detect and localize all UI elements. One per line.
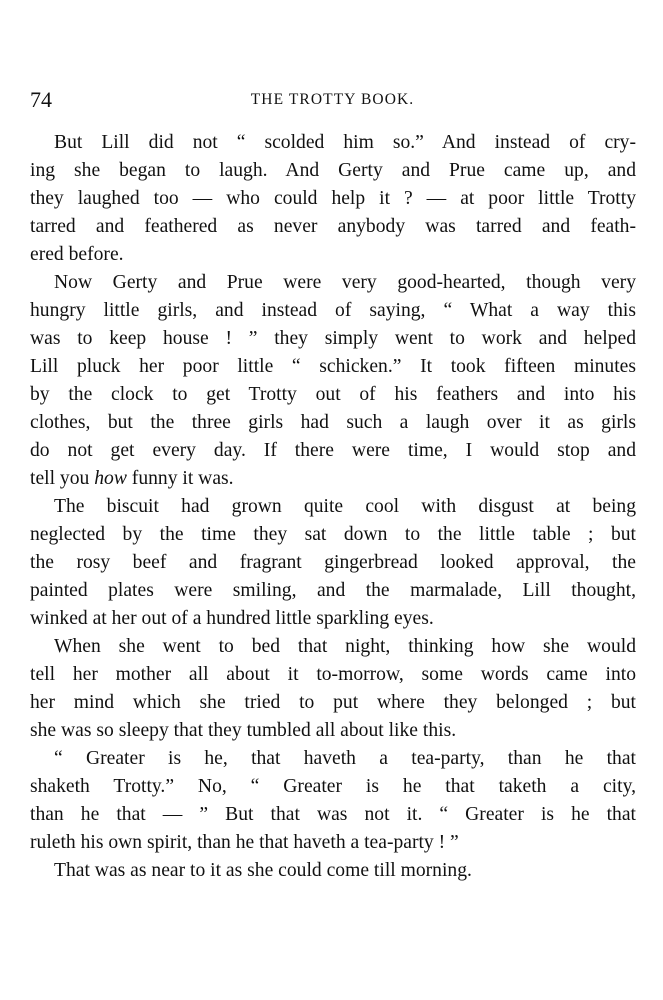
page-number: 74: [30, 87, 52, 112]
text-line: winked at her out of a hundred little sparkling eyes.: [30, 608, 434, 629]
text-line: do not get every day. If there were time, I would stop and: [30, 440, 636, 461]
text-line: tell her mother all about it to-morrow, some words came into: [30, 664, 636, 685]
text-line: painted plates were smiling, and the marmalade, Lill thought,: [30, 580, 636, 601]
running-title: THE TROTTY BOOK.: [250, 91, 415, 108]
text-line: than he that — ” But that was not it. “ Greater is he that: [30, 804, 636, 825]
text-line: by the clock to get Trotty out of his feathers and into his: [30, 384, 636, 405]
text-line: The biscuit had grown quite cool with disgust at being: [54, 496, 636, 517]
paragraph-5: [30, 745, 636, 857]
paragraph-6: [30, 857, 636, 885]
text-line: But Lill did not “ scolded him so.” And instead of cry-: [54, 132, 636, 153]
paragraph-4: [30, 633, 636, 745]
text-line: Lill pluck her poor little “ schicken.” It took fifteen minutes: [30, 356, 636, 377]
running-head: [30, 86, 635, 114]
text-line: When she went to bed that night, thinking how she would: [54, 636, 636, 657]
text-line: they laughed too — who could help it ? — at poor little Trotty: [30, 188, 636, 209]
emphasized-word: how: [94, 468, 127, 489]
text-line: ing she began to laugh. And Gerty and Prue came up, and: [30, 160, 636, 181]
line-text-after: funny it was.: [126, 468, 234, 489]
text-line: her mind which she tried to put where they belonged ; but: [30, 692, 636, 713]
body-text: [30, 129, 636, 885]
text-line: clothes, but the three girls had such a laugh over it as girls: [30, 412, 636, 433]
text-line: shaketh Trotty.” No, “ Greater is he that taketh a city,: [30, 776, 636, 797]
text-line: “ Greater is he, that haveth a tea-party, than he that: [54, 748, 636, 769]
text-line: ered before.: [30, 244, 124, 265]
text-line: tarred and feathered as never anybody was tarred and feath-: [30, 216, 636, 237]
text-line: [30, 465, 636, 493]
paragraph-1: [30, 129, 636, 269]
paragraph-3: [30, 493, 636, 633]
text-line: was to keep house ! ” they simply went to work and helped: [30, 328, 636, 349]
text-line: neglected by the time they sat down to the little table ; but: [30, 524, 636, 545]
text-line: she was so sleepy that they tumbled all about like this.: [30, 720, 457, 741]
text-line: Now Gerty and Prue were very good-hearted, though very: [54, 272, 636, 293]
text-line: ruleth his own spirit, than he that haveth a tea-party ! ”: [30, 832, 459, 853]
paragraph-2: [30, 269, 636, 493]
text-line: the rosy beef and fragrant gingerbread looked approval, the: [30, 552, 636, 573]
text-line: That was as near to it as she could come till morning.: [54, 860, 472, 881]
line-text-before: tell you: [30, 468, 95, 489]
text-line: hungry little girls, and instead of saying, “ What a way this: [30, 300, 636, 321]
